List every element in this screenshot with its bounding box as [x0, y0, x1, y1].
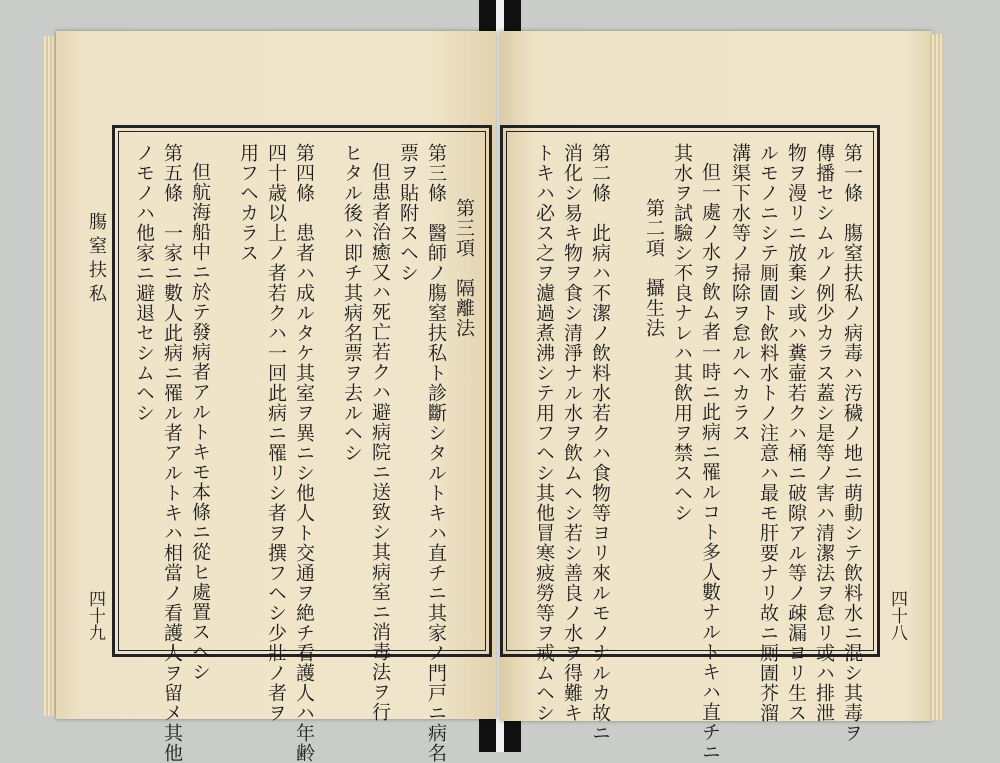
right-column-6: 但一處ノ水ヲ飲ム者一時ニ此病ニ罹ルコト多人數ナルトキハ直チニ [699, 162, 721, 762]
right-column-5: 溝渠下水等ノ掃除ヲ怠ルヘカラス [729, 143, 751, 443]
right-column-11: トキハ必ス之ヲ濾過煮沸シテ用フヘシ其他冒寒疲勞等ヲ戒ムヘシ [533, 143, 555, 723]
right-column-4: ルモノニシテ厠圊ト飲料水トノ注意ハ最モ肝要ナリ故ニ厠圊芥溜 [757, 143, 779, 723]
left-column-5: ヒタル後ハ即チ其病名票ヲ去ルヘシ [341, 143, 363, 463]
right-column-9: 第二條 此病ハ不潔ノ飲料水若クハ食物等ヨリ來ルモノナルカ故ニ [589, 143, 611, 743]
right-page-number: 四十八 [887, 590, 907, 641]
left-column-1: 第三項 隔離法 [453, 198, 475, 338]
left-column-10: 但航海船中ニ於テ發病者アルトキモ本條ニ從ヒ處置スヘシ [189, 162, 211, 682]
left-page-number: 四十九 [85, 590, 105, 641]
left-column-9: 第五條 一家ニ數人此病ニ罹ル者アルトキハ相當ノ看護人ヲ留メ其他 [161, 143, 183, 763]
right-column-3: 物ヲ漫リニ放棄シ或ハ糞壷若クハ桶ニ破隙アル等ノ疎漏ヨリ生ス [785, 143, 807, 723]
right-page-edges [930, 34, 944, 720]
left-column-11: ノモノハ他家ニ避退セシムヘシ [133, 143, 155, 423]
right-column-7: 其水ヲ試驗シ不良ナレハ其飲用ヲ禁スヘシ [671, 143, 693, 523]
left-column-8: 用フヘカラス [237, 143, 259, 263]
left-column-7: 四十歳以上ノ者若クハ一回此病ニ罹リシ者ヲ撰フヘシ少壯ノ者ヲ [265, 143, 287, 723]
right-column-2: 傳播セシムルノ例少カラス蓋シ是等ノ害ハ清潔法ヲ怠リ或ハ排泄 [813, 143, 835, 723]
left-column-3: 票ヲ貼附スヘシ [397, 143, 419, 283]
right-column-1: 第一條 膓窒扶私ノ病毒ハ汚穢ノ地ニ萌動シテ飲料水ニ混シ其毒ヲ [841, 143, 863, 743]
right-column-8: 第二項 攝生法 [643, 198, 665, 338]
left-column-4: 但患者治癒又ハ死亡若クハ避病院ニ送致シ其病室ニ消毒法ヲ行 [369, 162, 391, 722]
left-column-6: 第四條 患者ハ成ルタケ其室ヲ異ニシ他人ト交通ヲ絶チ看護人ハ年齢 [293, 143, 315, 763]
running-head: 膓窒扶私 [86, 212, 107, 308]
right-column-10: 消化シ易キ物ヲ食シ清淨ナル水ヲ飲ムヘシ若シ善良ノ水ヲ得難キ [561, 143, 583, 723]
left-column-2: 第三條 醫師ノ膓窒扶私ト診斷シタルトキハ直チニ其家ノ門戸ニ病名 [425, 143, 447, 763]
